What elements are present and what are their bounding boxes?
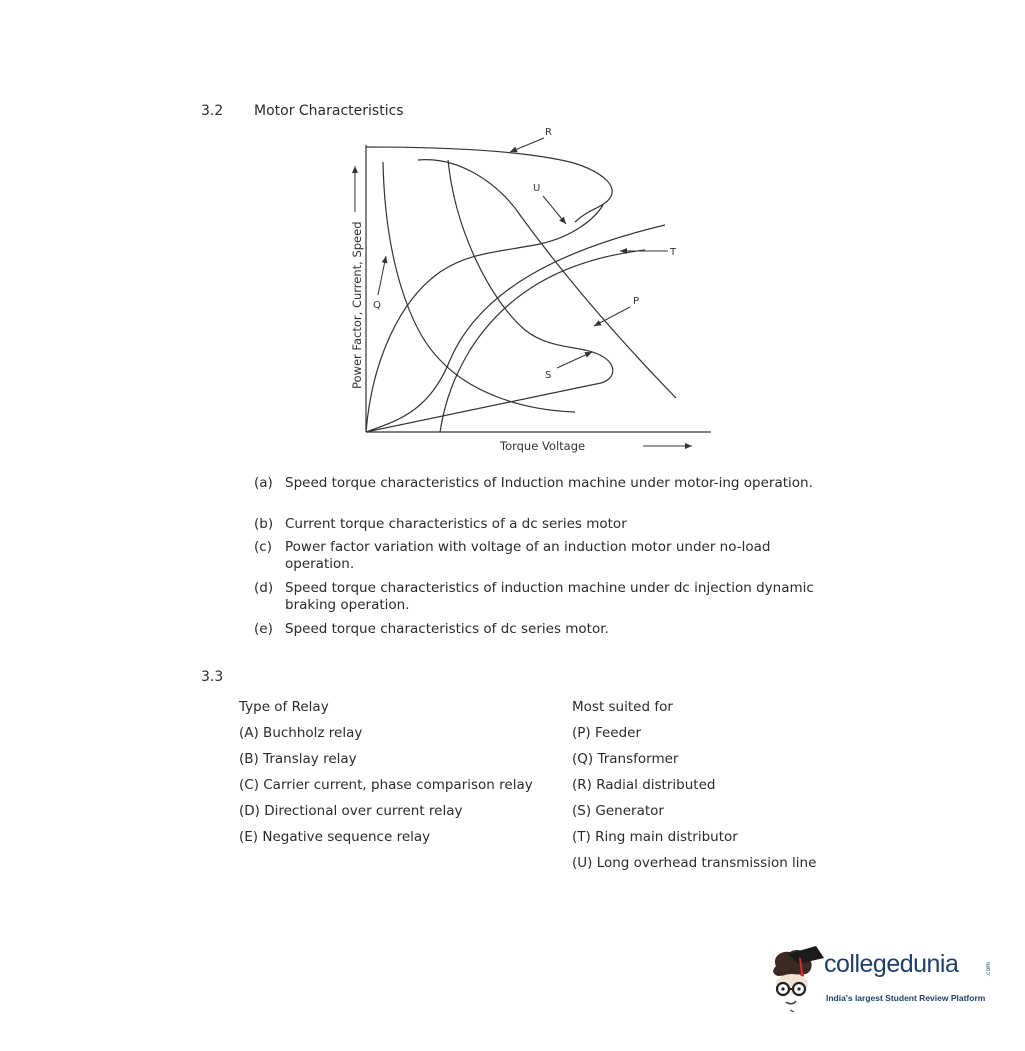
option-c: [254, 539, 814, 573]
curve-label-P: P: [633, 296, 640, 307]
mascot-icon: [766, 944, 824, 1014]
option-text: Power factor variation with voltage of an induction motor under no-load operation.: [285, 539, 771, 572]
option-d: [254, 580, 854, 614]
y-axis-label: Power Factor, Current, Speed: [350, 221, 364, 389]
pointer-Q: [378, 256, 386, 295]
question-number: 3.2: [201, 103, 224, 119]
list-item: (Q) Transformer: [572, 751, 679, 767]
curve-U: [366, 205, 603, 432]
list-item: (P) Feeder: [572, 725, 642, 741]
logo-tagline: India's largest Student Review Platform: [826, 993, 986, 1003]
curve-S: [366, 160, 613, 432]
list-item: (T) Ring main distributor: [572, 829, 738, 845]
list-item: (U) Long overhead transmission line: [572, 855, 817, 871]
curve-label-S: S: [545, 370, 552, 381]
column-header: Type of Relay: [239, 699, 329, 715]
list-item: (C) Carrier current, phase comparison relay: [239, 777, 533, 793]
option-label: (e): [254, 621, 273, 637]
pointer-U: [543, 196, 566, 224]
option-text: Speed torque characteristics of induction machine under dc injection dynamic braking operation.: [285, 580, 814, 613]
list-item: (A) Buchholz relay: [239, 725, 363, 741]
x-axis-label: Torque Voltage: [500, 439, 586, 453]
pointer-S: [557, 352, 592, 368]
option-text: Current torque characteristics of a dc series motor: [285, 516, 627, 532]
question-number: 3.3: [201, 669, 224, 685]
option-text: Speed torque characteristics of Induction machine under motor-ing operation.: [285, 475, 813, 491]
option-label: (c): [254, 539, 272, 555]
curve-label-R: R: [545, 127, 552, 138]
curve-P: [440, 250, 645, 432]
logo-domain: .com: [985, 962, 992, 977]
option-e: [254, 621, 854, 638]
option-text: Speed torque characteristics of dc series motor.: [285, 621, 609, 637]
list-item: (S) Generator: [572, 803, 664, 819]
option-a: [254, 475, 854, 492]
collegedunia-logo[interactable]: [766, 944, 996, 1014]
curve-label-T: T: [670, 247, 677, 258]
list-item: (D) Directional over current relay: [239, 803, 463, 819]
motor-characteristics-chart: [340, 120, 720, 460]
list-item: (R) Radial distributed: [572, 777, 716, 793]
curve-R: [366, 147, 612, 222]
curve-label-U: U: [533, 183, 541, 194]
suited-for-column: [572, 694, 816, 876]
logo-wordmark: collegedunia: [824, 950, 959, 978]
option-label: (d): [254, 580, 274, 596]
curve-label-Q: Q: [373, 300, 381, 311]
option-label: (a): [254, 475, 273, 491]
option-b: [254, 516, 854, 533]
column-header: Most suited for: [572, 699, 673, 715]
list-item: (B) Translay relay: [239, 751, 357, 767]
pointer-R: [510, 138, 544, 152]
question-title: Motor Characteristics: [254, 103, 404, 119]
relay-type-column: [239, 694, 533, 850]
pointer-P: [594, 307, 630, 326]
list-item: (E) Negative sequence relay: [239, 829, 431, 845]
option-label: (b): [254, 516, 274, 532]
